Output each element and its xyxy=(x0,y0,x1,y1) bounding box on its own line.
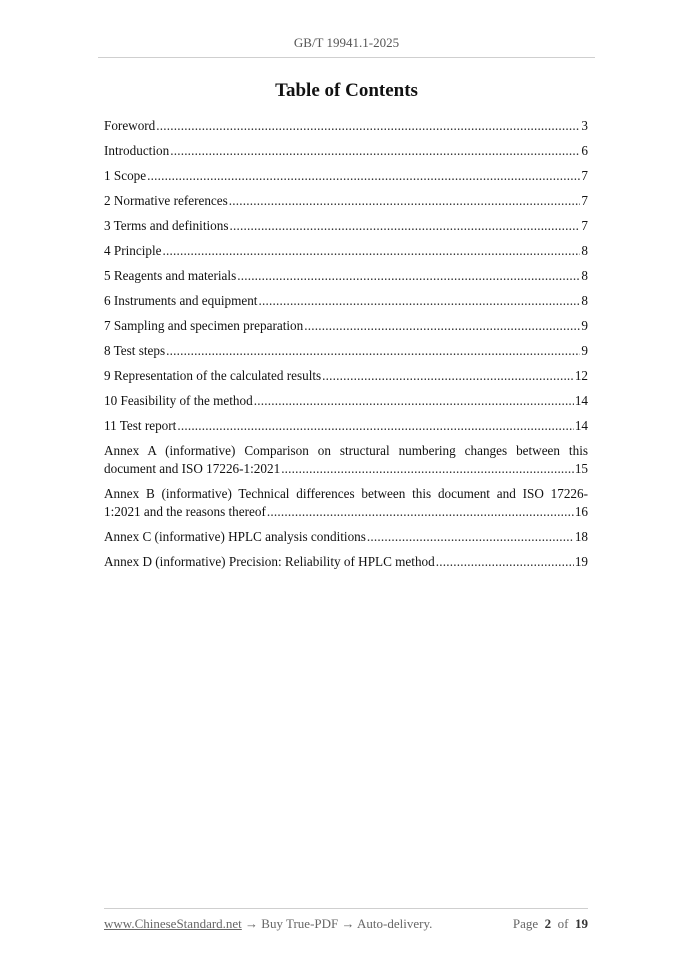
toc-entry-page: 8 xyxy=(581,268,588,283)
header-divider xyxy=(98,57,595,58)
toc-entry-page: 3 xyxy=(581,118,588,133)
toc-entry-page: 7 xyxy=(581,218,588,233)
footer-divider xyxy=(104,908,588,909)
leader-dots xyxy=(166,342,580,360)
leader-dots xyxy=(304,317,580,335)
toc-entry-page: 18 xyxy=(574,529,588,544)
toc-entry-title: 4 Principle xyxy=(104,243,162,258)
toc-entry-page: 15 xyxy=(574,461,588,476)
arrow-right-icon: → xyxy=(338,916,358,931)
leader-dots xyxy=(229,192,581,210)
arrow-right-icon: → xyxy=(241,916,262,931)
toc-entry-test-steps[interactable] xyxy=(104,342,588,360)
of-label: of xyxy=(557,916,569,931)
leader-dots xyxy=(258,292,580,310)
leader-dots xyxy=(163,242,581,260)
toc-entry-title-line1: Annex B (informative) Technical differences between this document and ISO 17226- xyxy=(104,486,588,501)
toc-entry-annex-b[interactable] xyxy=(104,485,588,521)
toc-entry-page: 9 xyxy=(581,318,588,333)
leader-dots xyxy=(237,267,580,285)
toc-entry-test-report[interactable] xyxy=(104,417,588,435)
leader-dots xyxy=(156,117,580,135)
toc-entry-title-line2: 1:2021 and the reasons thereof xyxy=(104,504,266,519)
toc-entry-page: 8 xyxy=(581,243,588,258)
toc-entry-title: 5 Reagents and materials xyxy=(104,268,237,283)
toc-entry-normative-references[interactable] xyxy=(104,192,588,210)
toc-entry-page: 7 xyxy=(581,193,588,208)
toc-entry-title: Annex C (informative) HPLC analysis conditions xyxy=(104,529,366,544)
leader-dots xyxy=(281,460,574,478)
table-of-contents xyxy=(104,117,588,578)
leader-dots xyxy=(322,367,574,385)
toc-entry-annex-a[interactable] xyxy=(104,442,588,478)
toc-entry-title: 7 Sampling and specimen preparation xyxy=(104,318,304,333)
leader-dots xyxy=(436,553,574,571)
page-title: Table of Contents xyxy=(275,80,418,101)
toc-entry-annex-d[interactable] xyxy=(104,553,588,571)
toc-entry-foreword[interactable] xyxy=(104,117,588,135)
toc-entry-principle[interactable] xyxy=(104,242,588,260)
toc-entry-page: 9 xyxy=(581,343,588,358)
toc-entry-annex-c[interactable] xyxy=(104,528,588,546)
toc-entry-title-line2: document and ISO 17226-1:2021 xyxy=(104,461,281,476)
leader-dots xyxy=(267,503,574,521)
toc-entry-title: Foreword xyxy=(104,118,156,133)
toc-entry-page: 14 xyxy=(574,393,588,408)
toc-entry-reagents[interactable] xyxy=(104,267,588,285)
page-label: Page xyxy=(512,916,539,931)
toc-entry-title: Introduction xyxy=(104,143,170,158)
toc-entry-title: 11 Test report xyxy=(104,418,177,433)
toc-entry-title-line1: Annex A (informative) Comparison on structural numbering changes between this xyxy=(104,443,588,458)
toc-entry-title: 10 Feasibility of the method xyxy=(104,393,253,408)
toc-entry-feasibility[interactable] xyxy=(104,392,588,410)
page-indicator xyxy=(513,916,588,932)
toc-entry-page: 12 xyxy=(574,368,588,383)
total-pages: 19 xyxy=(575,916,588,931)
leader-dots xyxy=(367,528,574,546)
toc-entry-instruments[interactable] xyxy=(104,292,588,310)
leader-dots xyxy=(254,392,574,410)
toc-entry-title: 2 Normative references xyxy=(104,193,228,208)
toc-entry-sampling[interactable] xyxy=(104,317,588,335)
toc-entry-title: 8 Test steps xyxy=(104,343,166,358)
toc-entry-terms-definitions[interactable] xyxy=(104,217,588,235)
leader-dots xyxy=(177,417,573,435)
toc-entry-page: 6 xyxy=(581,143,588,158)
toc-entry-page: 8 xyxy=(581,293,588,308)
toc-entry-scope[interactable] xyxy=(104,167,588,185)
toc-entry-page: 16 xyxy=(574,504,588,519)
toc-entry-page: 19 xyxy=(574,554,588,569)
document-header: GB/T 19941.1-2025 xyxy=(293,35,400,50)
toc-entry-page: 14 xyxy=(574,418,588,433)
leader-dots xyxy=(147,167,580,185)
leader-dots xyxy=(229,217,580,235)
toc-entry-title: 9 Representation of the calculated results xyxy=(104,368,322,383)
footer-promo xyxy=(104,916,432,932)
toc-entry-calculated-results[interactable] xyxy=(104,367,588,385)
toc-entry-page: 7 xyxy=(581,168,588,183)
toc-entry-title: 6 Instruments and equipment xyxy=(104,293,258,308)
leader-dots xyxy=(170,142,580,160)
site-link[interactable]: www.ChineseStandard.net xyxy=(104,916,242,931)
toc-entry-introduction[interactable] xyxy=(104,142,588,160)
toc-entry-title: Annex D (informative) Precision: Reliability of HPLC method xyxy=(104,554,435,569)
current-page: 2 xyxy=(544,916,552,931)
delivery-text: Auto-delivery. xyxy=(357,916,433,931)
toc-entry-title: 1 Scope xyxy=(104,168,147,183)
toc-entry-title: 3 Terms and definitions xyxy=(104,218,229,233)
buy-pdf-text: Buy True-PDF xyxy=(261,916,339,931)
